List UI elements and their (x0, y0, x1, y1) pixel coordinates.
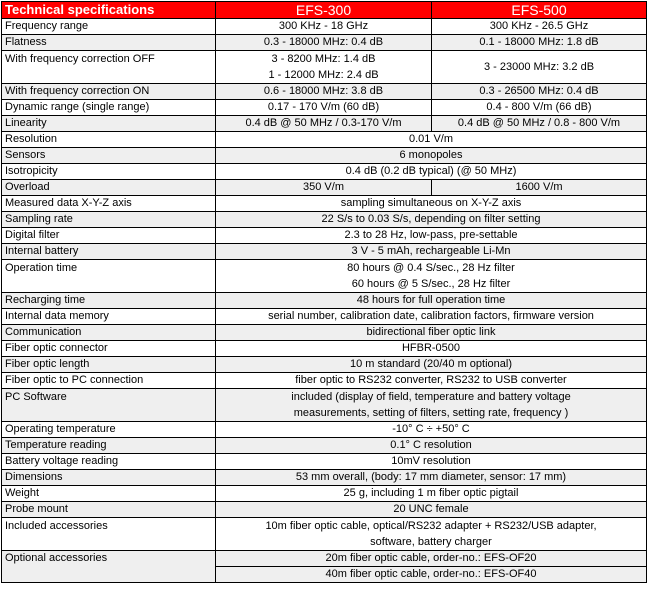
cell-value: 48 hours for full operation time (216, 293, 647, 309)
cell-value: sampling simultaneous on X-Y-Z axis (216, 196, 647, 212)
cell-value: 0.3 - 18000 MHz: 0.4 dB (216, 35, 432, 51)
table-row (2, 164, 647, 180)
row-label: PC Software (2, 389, 216, 422)
spec-table (1, 1, 647, 583)
table-row (2, 389, 647, 422)
table-row (2, 373, 647, 389)
cell-line: measurements, setting of filters, setting rate, frequency ) (293, 407, 569, 419)
table-row (2, 51, 647, 84)
cell-value: 0.6 - 18000 MHz: 3.8 dB (216, 84, 432, 100)
cell-value: 0.3 - 26500 MHz: 0.4 dB (432, 84, 647, 100)
row-label: Communication (2, 325, 216, 341)
cell-line: 10m fiber optic cable, optical/RS232 adapter + RS232/USB adapter, (265, 520, 597, 532)
cell-value (216, 518, 647, 551)
row-label: Linearity (2, 116, 216, 132)
table-row (2, 357, 647, 373)
cell-value: serial number, calibration date, calibration factors, firmware version (216, 309, 647, 325)
cell-value: 10mV resolution (216, 454, 647, 470)
table-row (2, 551, 647, 567)
header-model-a: EFS-300 (216, 2, 432, 19)
table-row (2, 470, 647, 486)
row-label: Temperature reading (2, 438, 216, 454)
cell-value: 53 mm overall, (body: 17 mm diameter, sensor: 17 mm) (216, 470, 647, 486)
cell-value: 0.1° C resolution (216, 438, 647, 454)
table-row (2, 35, 647, 51)
cell-value: 1600 V/m (432, 180, 647, 196)
cell-value: 0.4 dB @ 50 MHz / 0.8 - 800 V/m (432, 116, 647, 132)
row-label: Included accessories (2, 518, 216, 551)
cell-value: 300 KHz - 26.5 GHz (432, 19, 647, 35)
cell-line: software, battery charger (370, 536, 492, 548)
row-label: Internal battery (2, 244, 216, 260)
table-row (2, 341, 647, 357)
table-row (2, 228, 647, 244)
table-row (2, 148, 647, 164)
table-row (2, 132, 647, 148)
table-row (2, 293, 647, 309)
table-row (2, 100, 647, 116)
row-label: Fiber optic connector (2, 341, 216, 357)
cell-value: 350 V/m (216, 180, 432, 196)
row-label: Operation time (2, 260, 216, 293)
row-label: Weight (2, 486, 216, 502)
table-row (2, 212, 647, 228)
cell-value: -10° C ÷ +50° C (216, 422, 647, 438)
row-label: Dynamic range (single range) (2, 100, 216, 116)
row-label: Digital filter (2, 228, 216, 244)
cell-value: 0.1 - 18000 MHz: 1.8 dB (432, 35, 647, 51)
cell-value (216, 389, 647, 422)
table-row (2, 454, 647, 470)
cell-value: 3 V - 5 mAh, rechargeable Li-Mn (216, 244, 647, 260)
row-label: Flatness (2, 35, 216, 51)
table-row (2, 180, 647, 196)
table-row (2, 19, 647, 35)
table-row (2, 438, 647, 454)
cell-value: 0.4 dB @ 50 MHz / 0.3-170 V/m (216, 116, 432, 132)
row-label: Frequency range (2, 19, 216, 35)
cell-value: 25 g, including 1 m fiber optic pigtail (216, 486, 647, 502)
header-model-b: EFS-500 (432, 2, 647, 19)
cell-value (216, 260, 647, 293)
cell-value: HFBR-0500 (216, 341, 647, 357)
cell-value: 0.17 - 170 V/m (60 dB) (216, 100, 432, 116)
row-label: Resolution (2, 132, 216, 148)
row-label: Recharging time (2, 293, 216, 309)
row-label: Probe mount (2, 502, 216, 518)
cell-value: 22 S/s to 0.03 S/s, depending on filter setting (216, 212, 647, 228)
table-row (2, 244, 647, 260)
row-label: Fiber optic length (2, 357, 216, 373)
row-label: Overload (2, 180, 216, 196)
cell-line: 3 - 8200 MHz: 1.4 dB (271, 53, 376, 65)
cell-value: 2.3 to 28 Hz, low-pass, pre-settable (216, 228, 647, 244)
table-row (2, 84, 647, 100)
table-row (2, 325, 647, 341)
table-row (2, 518, 647, 551)
cell-line: 60 hours @ 5 S/sec., 28 Hz filter (351, 278, 511, 290)
header-row (2, 2, 647, 19)
row-label: With frequency correction OFF (2, 51, 216, 84)
row-label: With frequency correction ON (2, 84, 216, 100)
cell-value: 6 monopoles (216, 148, 647, 164)
row-label: Fiber optic to PC connection (2, 373, 216, 389)
cell-value: 40m fiber optic cable, order-no.: EFS-OF40 (216, 567, 647, 583)
cell-value: 10 m standard (20/40 m optional) (216, 357, 647, 373)
table-row (2, 116, 647, 132)
table-row (2, 502, 647, 518)
cell-value: bidirectional fiber optic link (216, 325, 647, 341)
cell-value: 0.4 - 800 V/m (66 dB) (432, 100, 647, 116)
row-label: Internal data memory (2, 309, 216, 325)
row-label: Measured data X-Y-Z axis (2, 196, 216, 212)
table-row (2, 422, 647, 438)
cell-line: included (display of field, temperature and battery voltage (291, 391, 571, 403)
cell-line: 80 hours @ 0.4 S/sec., 28 Hz filter (347, 262, 515, 274)
row-label: Optional accessories (2, 551, 216, 583)
row-label: Sampling rate (2, 212, 216, 228)
cell-value: 0.4 dB (0.2 dB typical) (@ 50 MHz) (216, 164, 647, 180)
row-label: Operating temperature (2, 422, 216, 438)
cell-value (216, 51, 432, 84)
table-row (2, 309, 647, 325)
row-label: Battery voltage reading (2, 454, 216, 470)
table-row (2, 196, 647, 212)
cell-line: 1 - 12000 MHz: 2.4 dB (268, 69, 379, 81)
row-label: Sensors (2, 148, 216, 164)
table-row (2, 486, 647, 502)
cell-value: fiber optic to RS232 converter, RS232 to USB converter (216, 373, 647, 389)
table-row (2, 260, 647, 293)
cell-value: 300 KHz - 18 GHz (216, 19, 432, 35)
cell-value: 0.01 V/m (216, 132, 647, 148)
row-label: Dimensions (2, 470, 216, 486)
row-label: Isotropicity (2, 164, 216, 180)
header-title: Technical specifications (2, 2, 216, 19)
cell-value: 20m fiber optic cable, order-no.: EFS-OF20 (216, 551, 647, 567)
cell-value: 20 UNC female (216, 502, 647, 518)
cell-value: 3 - 23000 MHz: 3.2 dB (432, 51, 647, 84)
